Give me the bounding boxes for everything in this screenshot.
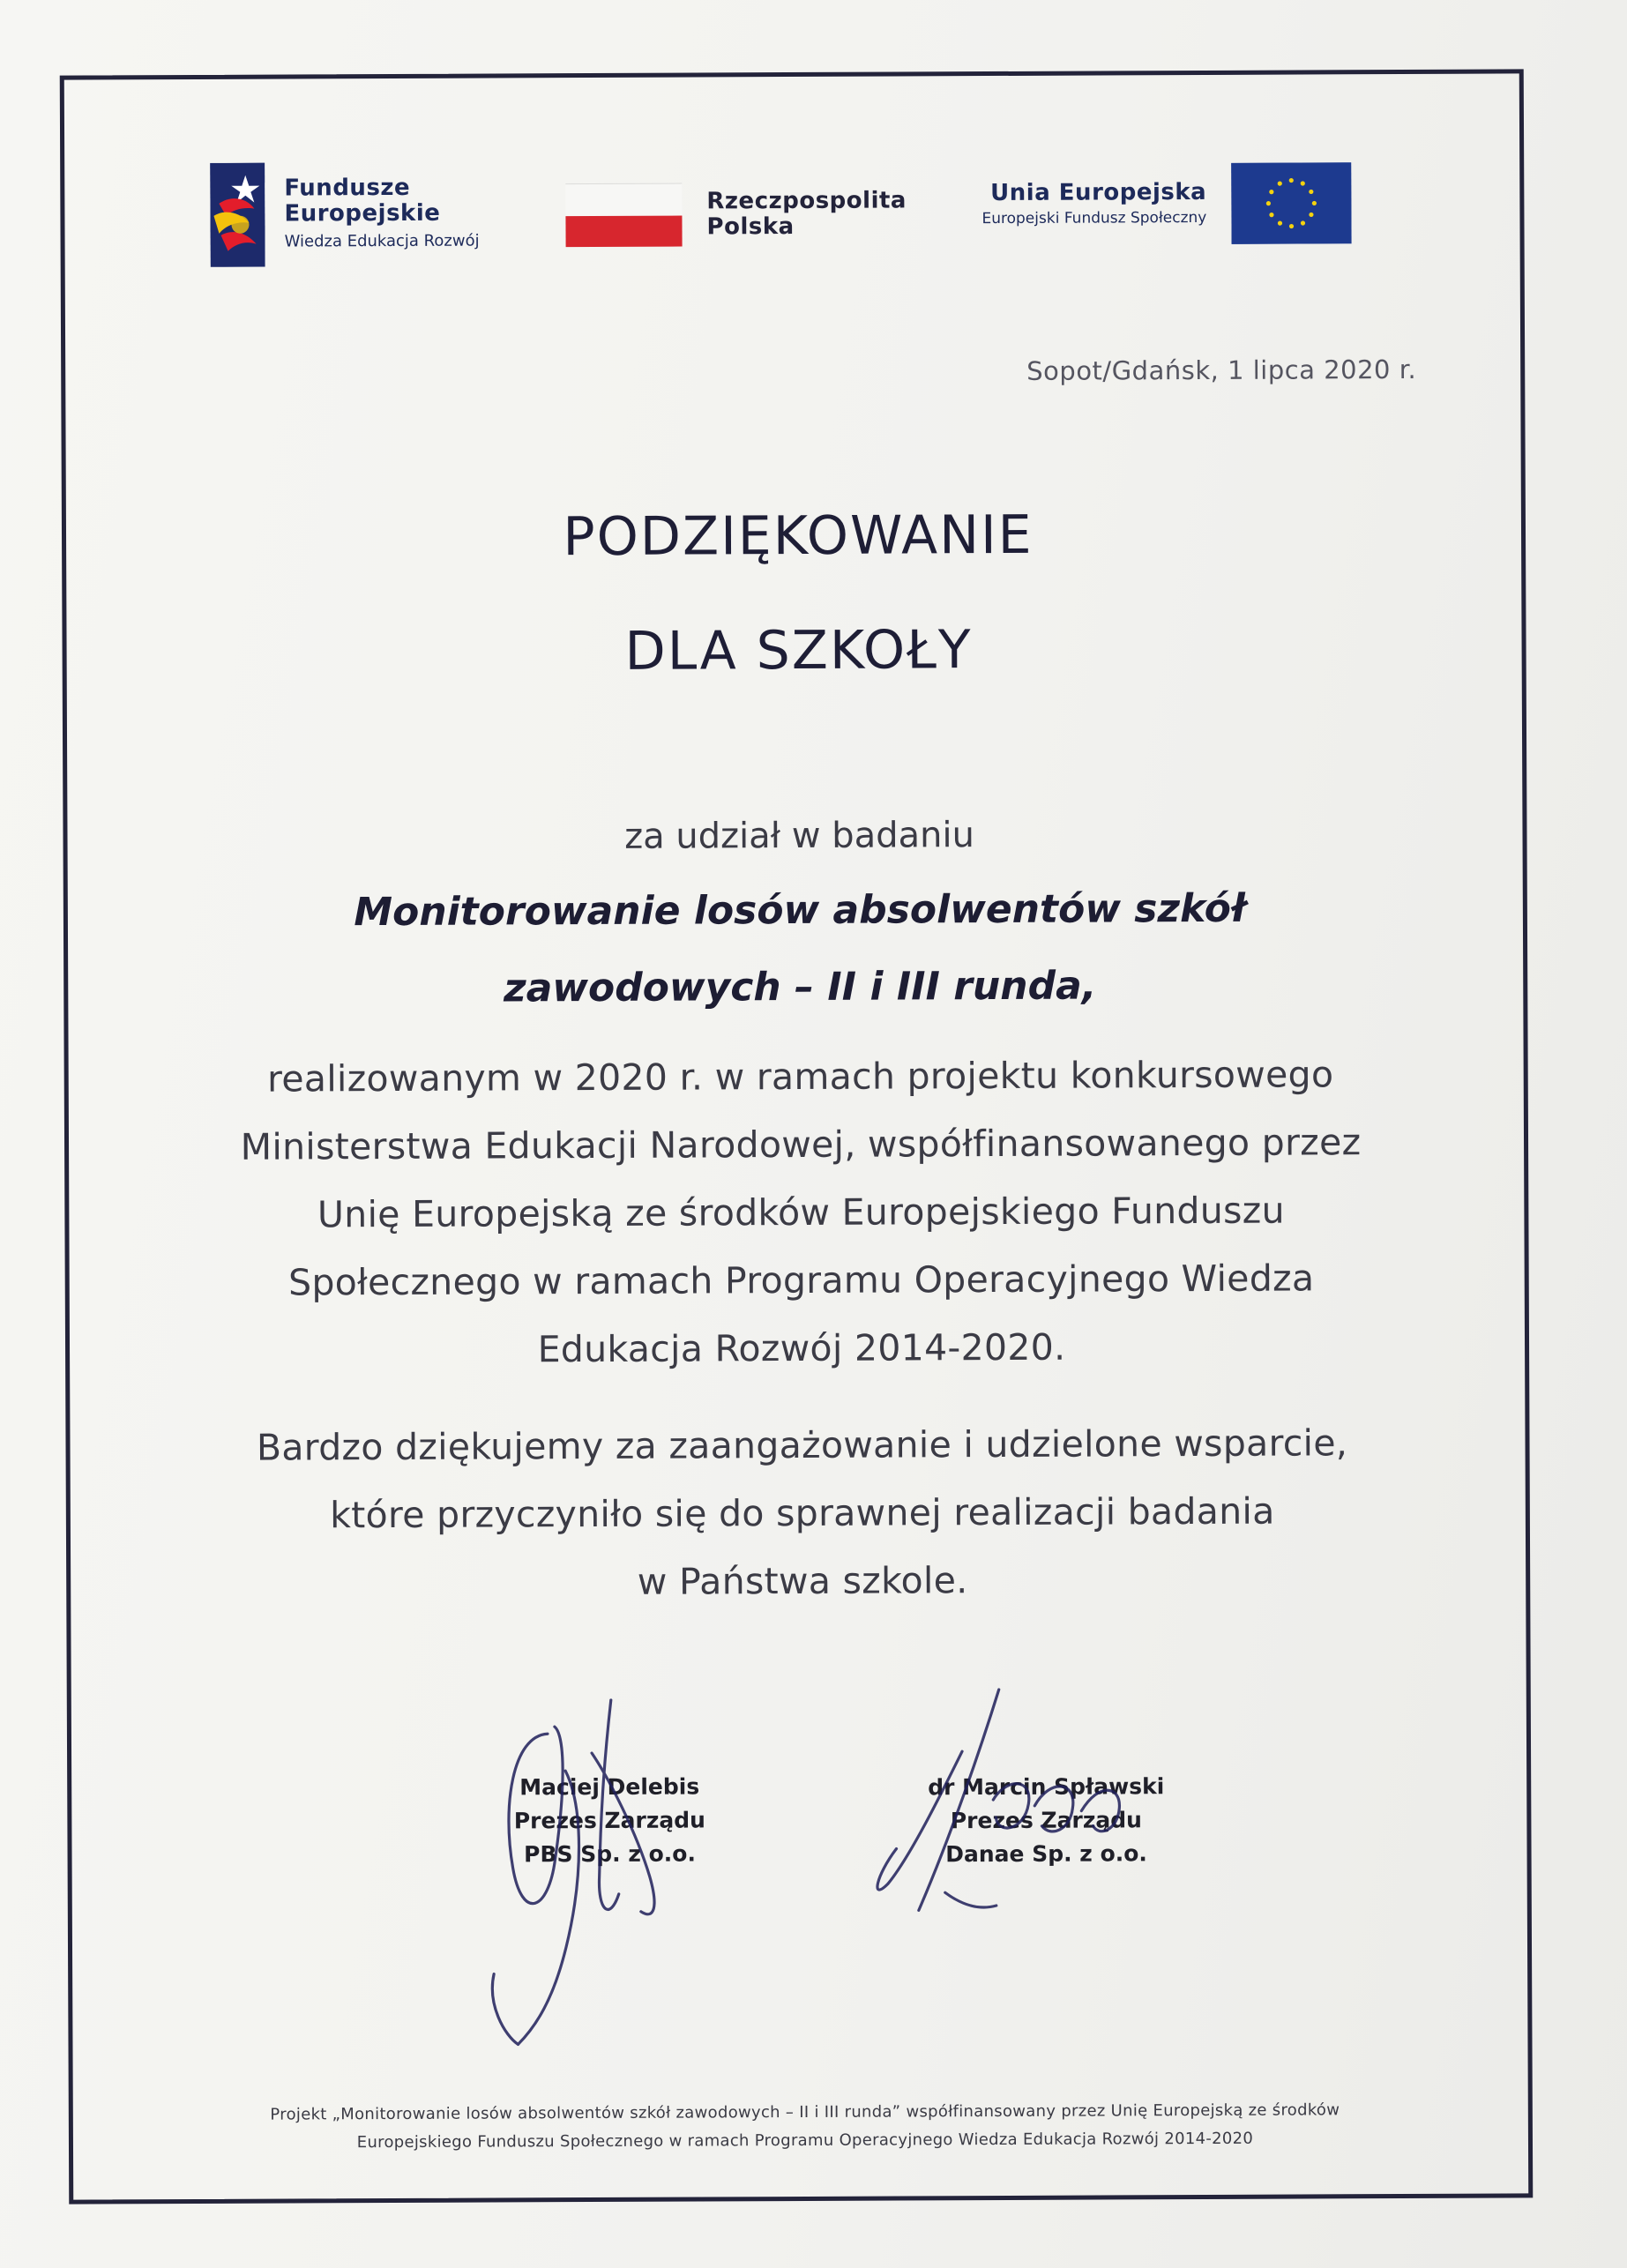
fe-logo-line2: Europejskie — [284, 199, 441, 228]
signatory-company: PBS Sp. z o.o. — [524, 1840, 697, 1868]
thanks-line: Bardzo dziękujemy za zaangażowanie i udzielone wsparcie, — [256, 1421, 1348, 1469]
subject-line2: zawodowych – II i III runda, — [503, 963, 1097, 1011]
unia-europejska-logo — [981, 162, 1351, 245]
left-signature-stroke — [492, 1973, 518, 2044]
rp-logo-line2: Polska — [706, 213, 795, 241]
signatory-role: Prezes Zarządu — [950, 1807, 1143, 1834]
signatory-name: dr Marcin Spławski — [928, 1773, 1165, 1801]
body-line: Ministerstwa Edukacji Narodowej, współfinansowanego przez — [240, 1121, 1362, 1168]
body-line: Unię Europejską ze środków Europejskiego Funduszu — [317, 1189, 1285, 1236]
signatory-role: Prezes Zarządu — [513, 1807, 706, 1834]
fundusze-europejskie-icon — [210, 163, 265, 267]
eu-flag-icon — [1231, 162, 1351, 244]
ue-logo-line1: Unia Europejska — [990, 178, 1207, 207]
fe-logo-line1: Fundusze — [284, 174, 411, 202]
signatory-name: Maciej Delebis — [519, 1773, 700, 1801]
signature-block-right — [861, 1770, 1231, 1872]
right-signature-stroke — [945, 1892, 996, 1907]
fundusze-europejskie-logo — [210, 162, 480, 267]
title-line1: PODZIĘKOWANIE — [563, 504, 1034, 569]
signature-block-left — [486, 1770, 733, 1871]
title-line2: DLA SZKOŁY — [624, 619, 973, 683]
thanks-line: w Państwa szkole. — [637, 1559, 968, 1603]
body-line: Społecznego w ramach Programu Operacyjnego Wiedza — [287, 1257, 1315, 1304]
signatory-company: Danae Sp. z o.o. — [945, 1840, 1147, 1868]
footer-line2: Europejskiego Funduszu Społecznego w ramach Programu Operacyjnego Wiedza Edukacja Rozwój 2014-2020 — [356, 2129, 1254, 2152]
polish-flag-icon — [565, 183, 682, 248]
body-line: realizowanym w 2020 r. w ramach projektu konkursowego — [266, 1053, 1334, 1100]
certificate-frame — [60, 69, 1534, 2204]
rp-logo-line1: Rzeczpospolita — [706, 187, 907, 215]
subject-line1: Monitorowanie losów absolwentów szkół — [354, 885, 1246, 936]
body-line: Edukacja Rozwój 2014-2020. — [537, 1325, 1066, 1371]
lead-text: za udział w badaniu — [624, 815, 974, 857]
rzeczpospolita-polska-logo — [565, 182, 907, 247]
fe-logo-line3: Wiedza Edukacja Rozwój — [284, 231, 480, 251]
thanks-line: które przyczyniło się do sprawnej realizacji badania — [330, 1489, 1275, 1537]
ue-logo-line2: Europejski Fundusz Społeczny — [981, 208, 1207, 228]
document-date: Sopot/Gdańsk, 1 lipca 2020 r. — [1026, 354, 1417, 386]
footer-line1: Projekt „Monitorowanie losów absolwentów szkół zawodowych – II i III runda” współfinansowany przez Unię Europejską ze środków — [270, 2100, 1340, 2124]
